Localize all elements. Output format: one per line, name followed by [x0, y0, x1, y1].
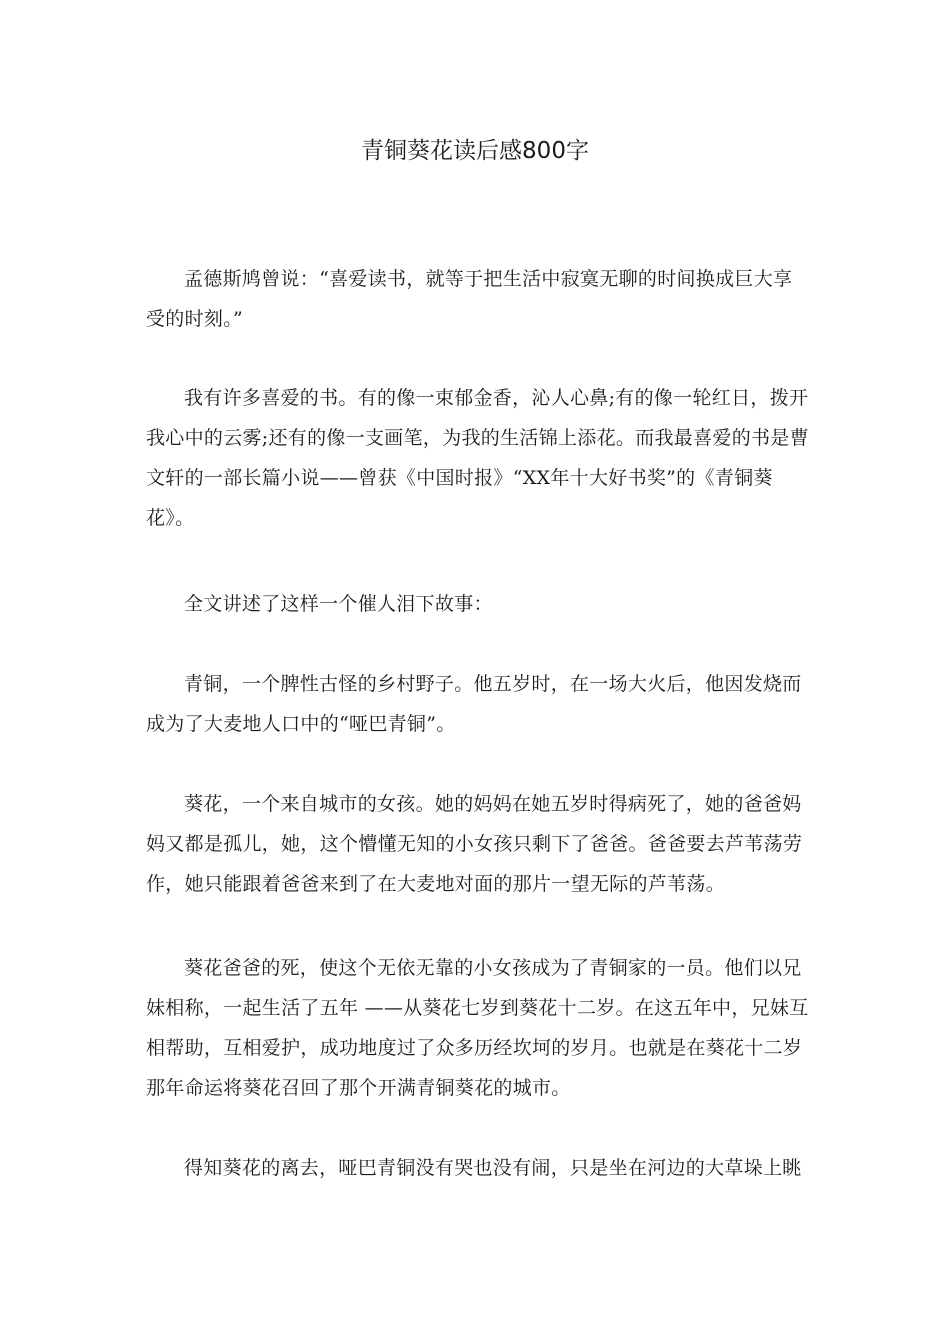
paragraph-line: 孟德斯鸠曾说：“喜爱读书，就等于把生活中寂寞无聊的时间换成巨大享	[184, 268, 793, 290]
paragraph-7	[146, 1148, 806, 1188]
paragraph-line: 成为了大麦地人口中的“哑巴青铜”。	[146, 713, 456, 735]
paragraph-4	[146, 664, 806, 744]
paragraph-line: 受的时刻。”	[146, 308, 244, 330]
paragraph-6	[146, 948, 809, 1108]
paragraph-line: 葵花，一个来自城市的女孩。她的妈妈在她五岁时得病死了，她的爸爸妈	[184, 793, 802, 815]
paragraph-5	[146, 784, 806, 904]
paragraph-line: 我有许多喜爱的书。有的像一束郁金香，沁人心鼻;有的像一轮红日，拨开	[184, 387, 809, 409]
paragraph-line: 妹相称，一起生活了五年 ——从葵花七岁到葵花十二岁。在这五年中，兄妹互	[146, 997, 809, 1019]
paragraph-line: 妈又都是孤儿，她，这个懵懂无知的小女孩只剩下了爸爸。爸爸要去芦苇荡劳	[146, 833, 803, 855]
paragraph-line: 全文讲述了这样一个催人泪下故事：	[184, 593, 493, 615]
paragraph-2	[146, 378, 809, 538]
paragraph-line: 花》。	[146, 507, 195, 529]
paragraph-line: 青铜，一个脾性古怪的乡村野子。他五岁时，在一场大火后，他因发烧而	[184, 673, 802, 695]
paragraph-line: 葵花爸爸的死，使这个无依无靠的小女孩成为了青铜家的一员。他们以兄	[184, 957, 802, 979]
paragraph-line: 作，她只能跟着爸爸来到了在大麦地对面的那片一望无际的芦苇荡。	[146, 873, 726, 895]
paragraph-line: 得知葵花的离去，哑巴青铜没有哭也没有闹，只是坐在河边的大草垛上眺	[184, 1157, 802, 1179]
paragraph-line: 我心中的云雾;还有的像一支画笔，为我的生活锦上添花。而我最喜爱的书是曹	[146, 427, 809, 449]
document-title: 青铜葵花读后感800字	[361, 138, 589, 164]
paragraph-3	[146, 584, 806, 624]
paragraph-1	[146, 259, 806, 339]
paragraph-line: 文轩的一部长篇小说——曾获《中国时报》“XX年十大好书奖”的《青铜葵	[146, 467, 773, 489]
paragraph-line: 那年命运将葵花召回了那个开满青铜葵花的城市。	[146, 1077, 571, 1099]
paragraph-line: 相帮助，互相爱护，成功地度过了众多历经坎坷的岁月。也就是在葵花十二岁	[146, 1037, 803, 1059]
